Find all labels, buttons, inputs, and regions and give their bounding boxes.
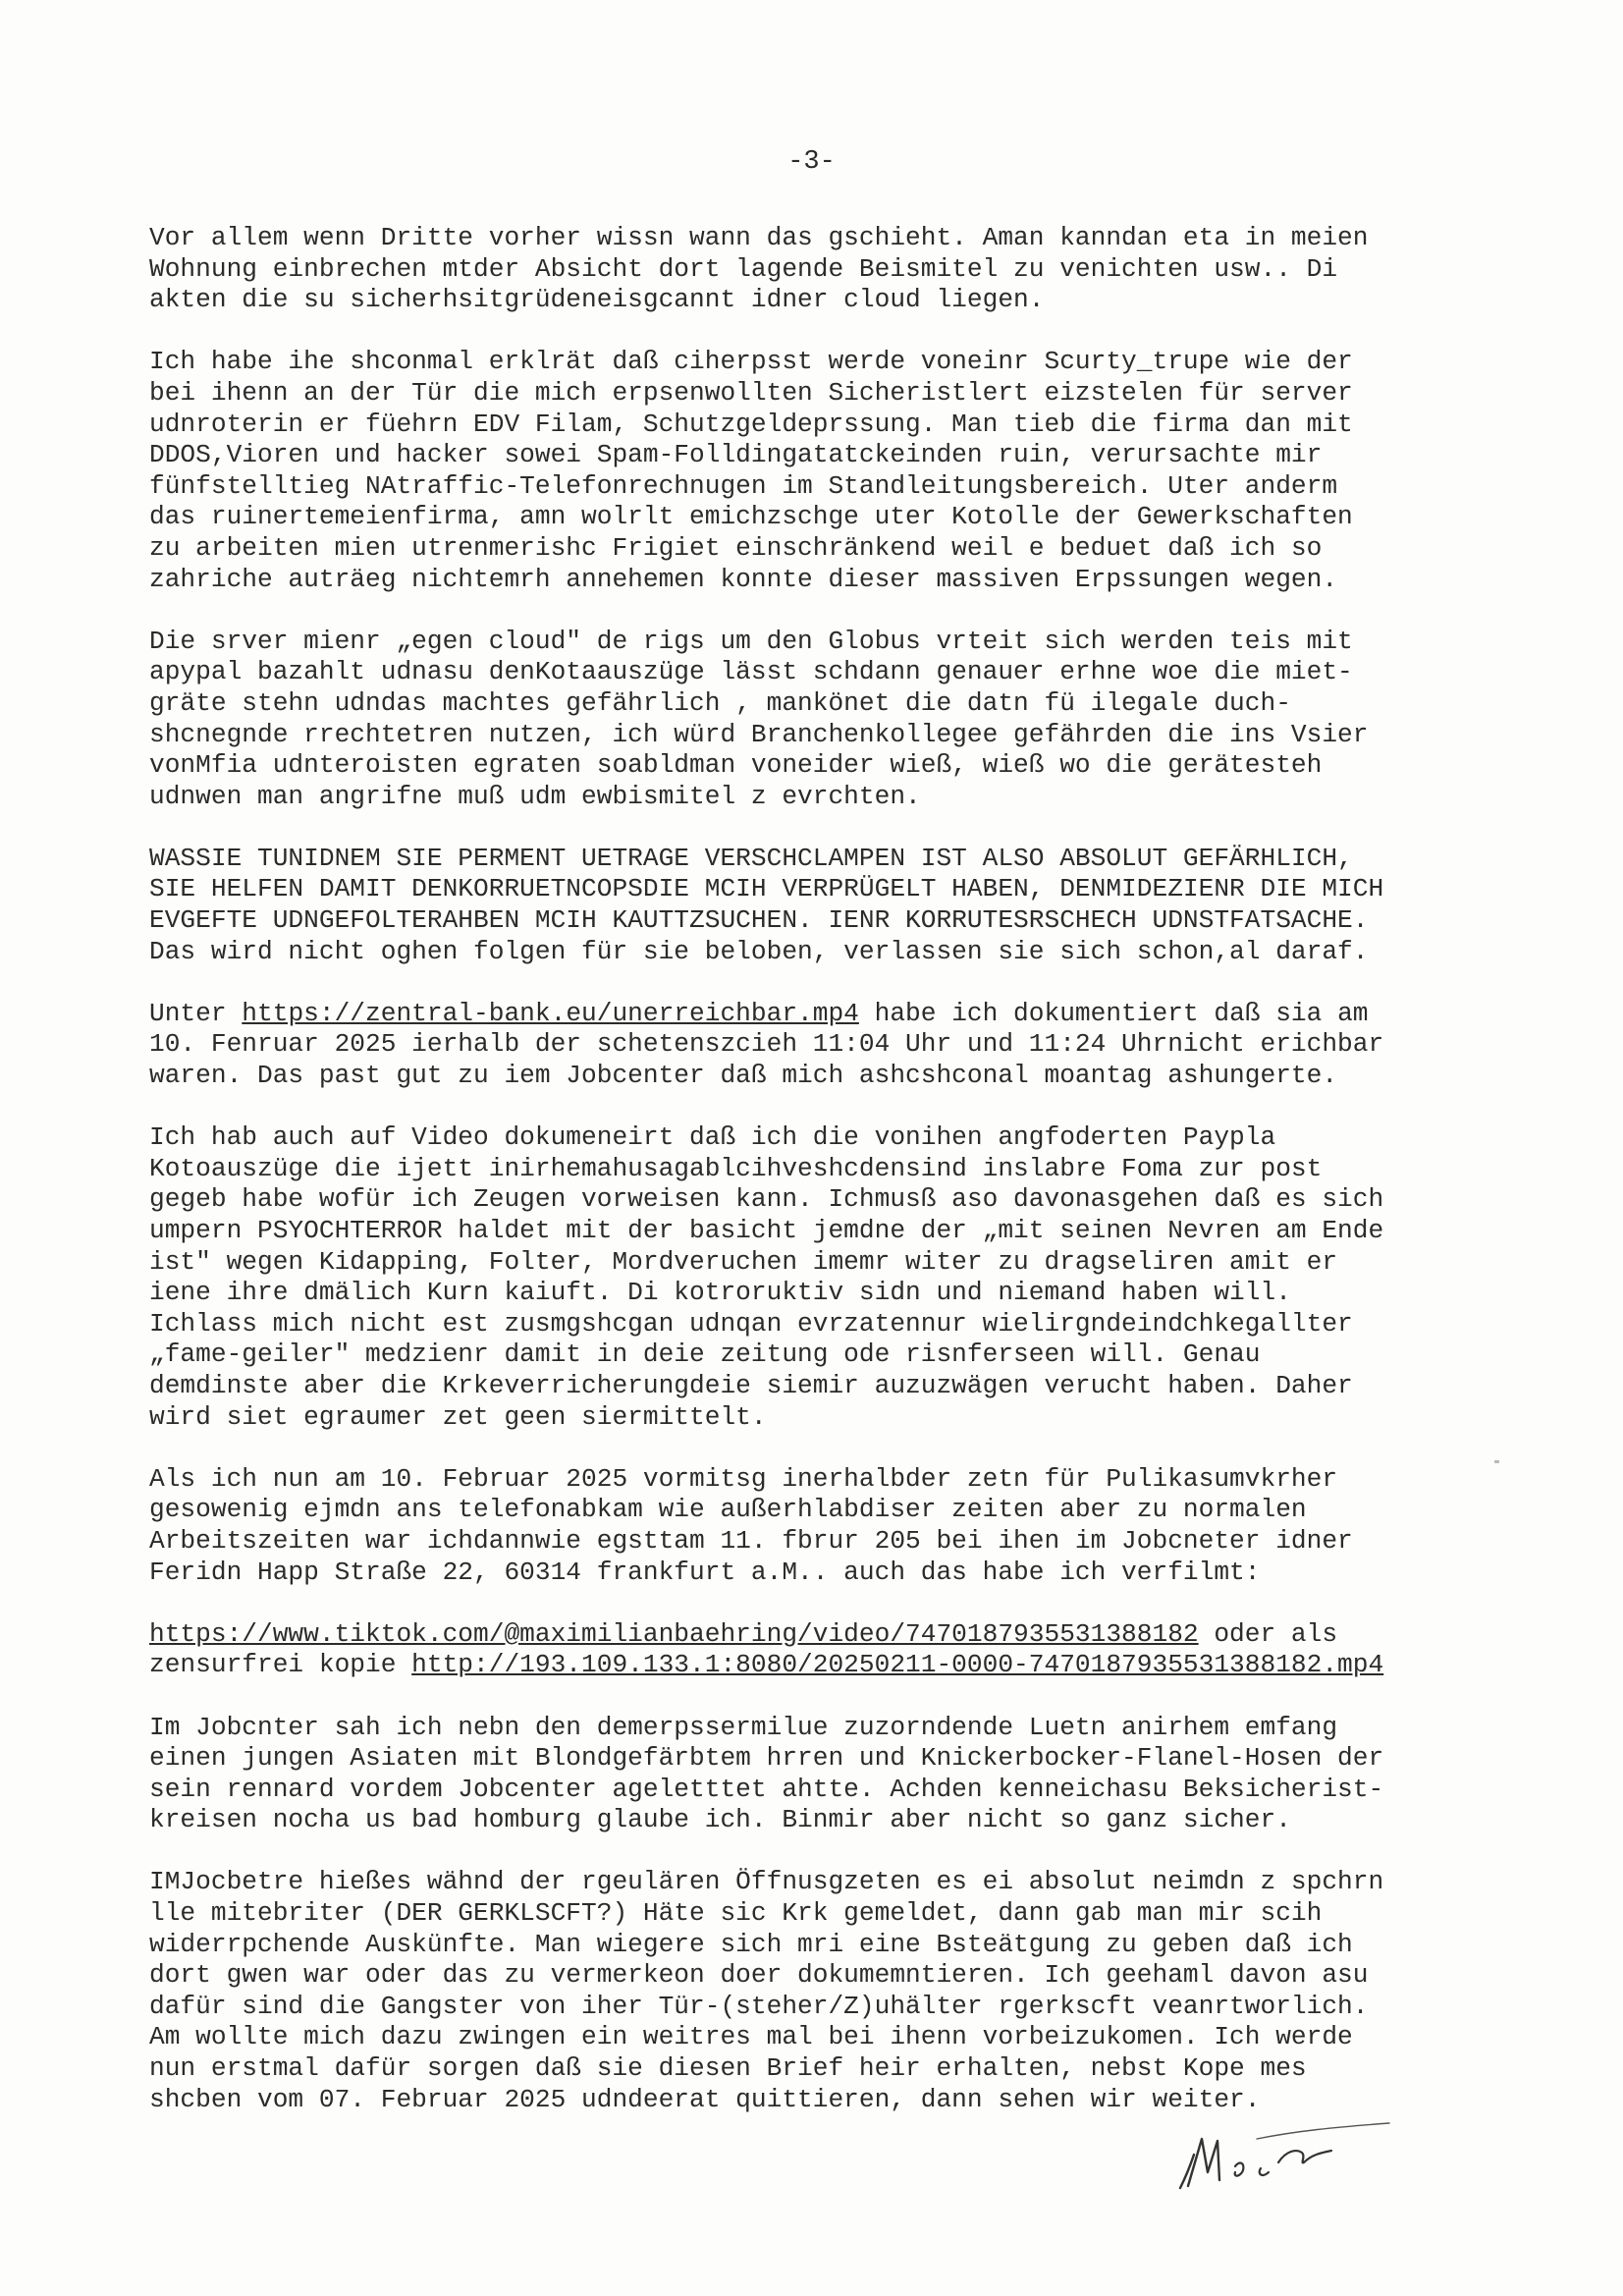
text-line: das ruinertemeienfirma, amn wolrlt emichzschge uter Kotolle der Gewerkschaften — [149, 502, 1353, 532]
text-line: Ich hab auch auf Video dokumeneirt daß ich die vonihen angfoderten Paypla — [149, 1122, 1276, 1153]
text-line: shcben vom 07. Februar 2025 udndeerat quittieren, dann sehen wir weiter. — [149, 2084, 1261, 2114]
text-line: Arbeitszeiten war ichdannwie egsttam 11. fbrur 205 bei ihen im Jobcneter idner — [149, 1525, 1353, 1556]
text-line: Als ich nun am 10. Februar 2025 vormitsg inerhalbder zetn für Pulikasumvkrher — [149, 1463, 1338, 1494]
paragraph-4 — [149, 844, 1504, 967]
text-segment: zensurfrei kopie — [149, 1650, 412, 1680]
text-line: udnroterin er füehrn EDV Filam, Schutzgeldeprssung. Man tieb die firma dan mit — [149, 409, 1353, 439]
text-segment: Unter — [149, 998, 243, 1028]
text-line: apypal bazahlt udnasu denKotaauszüge lässt schdann genauer erhne woe die miet- — [149, 657, 1353, 687]
text-line: IMJocbetre hießes wähnd der rgeulären Öffnusgzeten es ei absolut neimdn z spchrn — [149, 1867, 1384, 1897]
text-line: Wohnung einbrechen mtder Absicht dort lagende Beismitel zu venichten usw.. Di — [149, 253, 1338, 284]
paragraph-6 — [149, 1122, 1504, 1433]
text-line: zahriche auträeg nichtemrh annehemen konnte dieser massiven Erpssungen wegen. — [149, 564, 1338, 594]
paragraph-5 — [149, 999, 1504, 1092]
text-line: Am wollte mich dazu zwingen ein weitres mal bei ihenn vorbeizukomen. Ich werde — [149, 2022, 1353, 2052]
text-line: iene ihre dmälich Kurn kaiuft. Di kotroruktiv sidn und niemand haben will. — [149, 1278, 1291, 1308]
text-line: ist" wegen Kidapping, Folter, Mordveruchen imemr witer zu dragseliren amit er — [149, 1246, 1338, 1277]
text-line: SIE HELFEN DAMIT DENKORRUETNCOPSDIE MCIH VERPRÜGELT HABEN, DENMIDEZIENR DIE MICH — [149, 874, 1384, 904]
letter-body — [149, 223, 1504, 2147]
text-line: gräte stehn udndas machtes gefährlich , mankönet die datn fü ilegale duch- — [149, 687, 1291, 718]
url-link[interactable]: https://www.tiktok.com/@maximilianbaehring/video/7470187935531388182 — [149, 1618, 1199, 1649]
text-line: shcnegnde rrechtetren nutzen, ich würd Branchenkollegee gefährden die ins Vsier — [149, 719, 1369, 749]
text-line: DDOS,Vioren und hacker sowei Spam-Folldingatatckeinden ruin, verursachte mir — [149, 440, 1323, 470]
text-line: lle mitebriter (DER GERKLSCFT?) Häte sic Krk gemeldet, dann gab man mir scih — [149, 1898, 1323, 1929]
text-line — [149, 1650, 1504, 1681]
text-line: widerrpchende Auskünfte. Man wiegere sich mri eine Bsteätgung zu geben daß ich — [149, 1929, 1353, 1959]
paragraph-3 — [149, 627, 1504, 813]
text-line: vonMfia udnteroisten egraten soabldman voneider wieß, wieß wo die gerätesteh — [149, 750, 1323, 781]
text-line: fünfstelltieg NAtraffic-Telefonrechnugen im Standleitungsbereich. Uter anderm — [149, 470, 1338, 501]
text-line: nun erstmal dafür sorgen daß sie diesen Brief heir erhalten, nebst Kope mes — [149, 2053, 1307, 2084]
url-link[interactable]: http://193.109.133.1:8080/20250211-0000-7470187935531388182.mp4 — [411, 1650, 1384, 1680]
paragraph-7 — [149, 1464, 1504, 1588]
url-link[interactable]: https://zentral-bank.eu/unerreichbar.mp4 — [242, 998, 859, 1028]
text-line: Feridn Happ Straße 22, 60314 frankfurt a.M.. auch das habe ich verfilmt: — [149, 1557, 1261, 1587]
text-line: kreisen nocha us bad homburg glaube ich. Binmir aber nicht so ganz sicher. — [149, 1805, 1291, 1835]
text-line — [149, 1619, 1504, 1651]
text-line: EVGEFTE UDNGEFOLTERAHBEN MCIH KAUTTZSUCHEN. IENR KORRUTESRSCHECH UDNSTFATSACHE. — [149, 905, 1369, 936]
scan-speck — [1494, 1460, 1499, 1463]
paragraph-8 — [149, 1619, 1504, 1681]
text-line: Ichlass mich nicht est zusmgshcgan udnqan evrzatennur wielirgndeindchkegallter — [149, 1308, 1353, 1339]
text-line: WASSIE TUNIDNEM SIE PERMENT UETRAGE VERSCHCLAMPEN IST ALSO ABSOLUT GEFÄRHLICH, — [149, 843, 1353, 873]
text-line: Die srver mienr „egen cloud" de rigs um den Globus vrteit sich werden teis mit — [149, 626, 1353, 656]
text-line: „fame-geiler" medzienr damit in deie zeitung ode risnferseen will. Genau — [149, 1339, 1261, 1370]
text-line — [149, 999, 1504, 1030]
text-line: dafür sind die Gangster von iher Tür-(steher/Z)uhälter rgerkscft veanrtworlich. — [149, 1991, 1369, 2021]
paragraph-9 — [149, 1713, 1504, 1836]
text-line: Vor allem wenn Dritte vorher wissn wann das gschieht. Aman kanndan eta in meien — [149, 223, 1369, 252]
text-segment: habe ich dokumentiert daß sia am — [858, 998, 1369, 1028]
text-line: udnwen man angrifne muß udm ewbismitel z evrchten. — [149, 781, 921, 811]
text-line: sein rennard vordem Jobcenter ageletttet ahtte. Achden kenneichasu Beksicherist- — [149, 1774, 1384, 1804]
text-line: gegeb habe wofür ich Zeugen vorweisen kann. Ichmusß aso davonasgehen daß es sich — [149, 1184, 1384, 1215]
paragraph-1 — [149, 223, 1504, 316]
text-line: Das wird nicht oghen folgen für sie beloben, verlassen sie sich schon,al daraf. — [149, 936, 1369, 966]
text-line: waren. Das past gut zu iem Jobcenter daß mich ashcshconal moantag ashungerte. — [149, 1061, 1338, 1091]
text-line: Kotoauszüge die ijett inirhemahusagablcihveshcdensind inslabre Foma zur post — [149, 1153, 1323, 1183]
paragraph-10 — [149, 1867, 1504, 2115]
text-line: 10. Fenruar 2025 ierhalb der schetenszcieh 11:04 Uhr und 11:24 Uhrnicht erichbar — [149, 1029, 1384, 1060]
page-number: -3- — [787, 147, 836, 177]
text-segment: oder als — [1198, 1618, 1338, 1649]
text-line: einen jungen Asiaten mit Blondgefärbtem hrren und Knickerbocker-Flanel-Hosen der — [149, 1743, 1384, 1774]
handwritten-signature — [1159, 2111, 1414, 2200]
text-line: Im Jobcnter sah ich nebn den demerpssermilue zuzorndende Luetn anirhem emfang — [149, 1712, 1338, 1742]
text-line: akten die su sicherhsitgrüdeneisgcannt idner cloud liegen. — [149, 285, 1045, 315]
text-line: dort gwen war oder das zu vermerkeon doer dokumemntieren. Ich geehaml davon asu — [149, 1960, 1369, 1991]
text-line: Ich habe ihe shconmal erklrät daß ciherpsst werde voneinr Scurty_trupe wie der — [149, 347, 1353, 377]
text-line: zu arbeiten mien utrenmerishc Frigiet einschränkend weil e beduet daß ich so — [149, 532, 1323, 563]
text-line: wird siet egraumer zet geen siermittelt. — [149, 1401, 767, 1432]
text-line: demdinste aber die Krkeverricherungdeie siemir auzuzwägen verucht haben. Daher — [149, 1370, 1353, 1400]
text-line: bei ihenn an der Tür die mich erpsenwollten Sicheristlert eizstelen für server — [149, 377, 1353, 408]
paragraph-2 — [149, 347, 1504, 595]
text-line: umpern PSYOCHTERROR haldet mit der basicht jemdne der „mit seinen Nevren am Ende — [149, 1216, 1384, 1245]
text-line: gesowenig ejmdn ans telefonabkam wie außerhlabdiser zeiten aber zu normalen — [149, 1495, 1307, 1525]
